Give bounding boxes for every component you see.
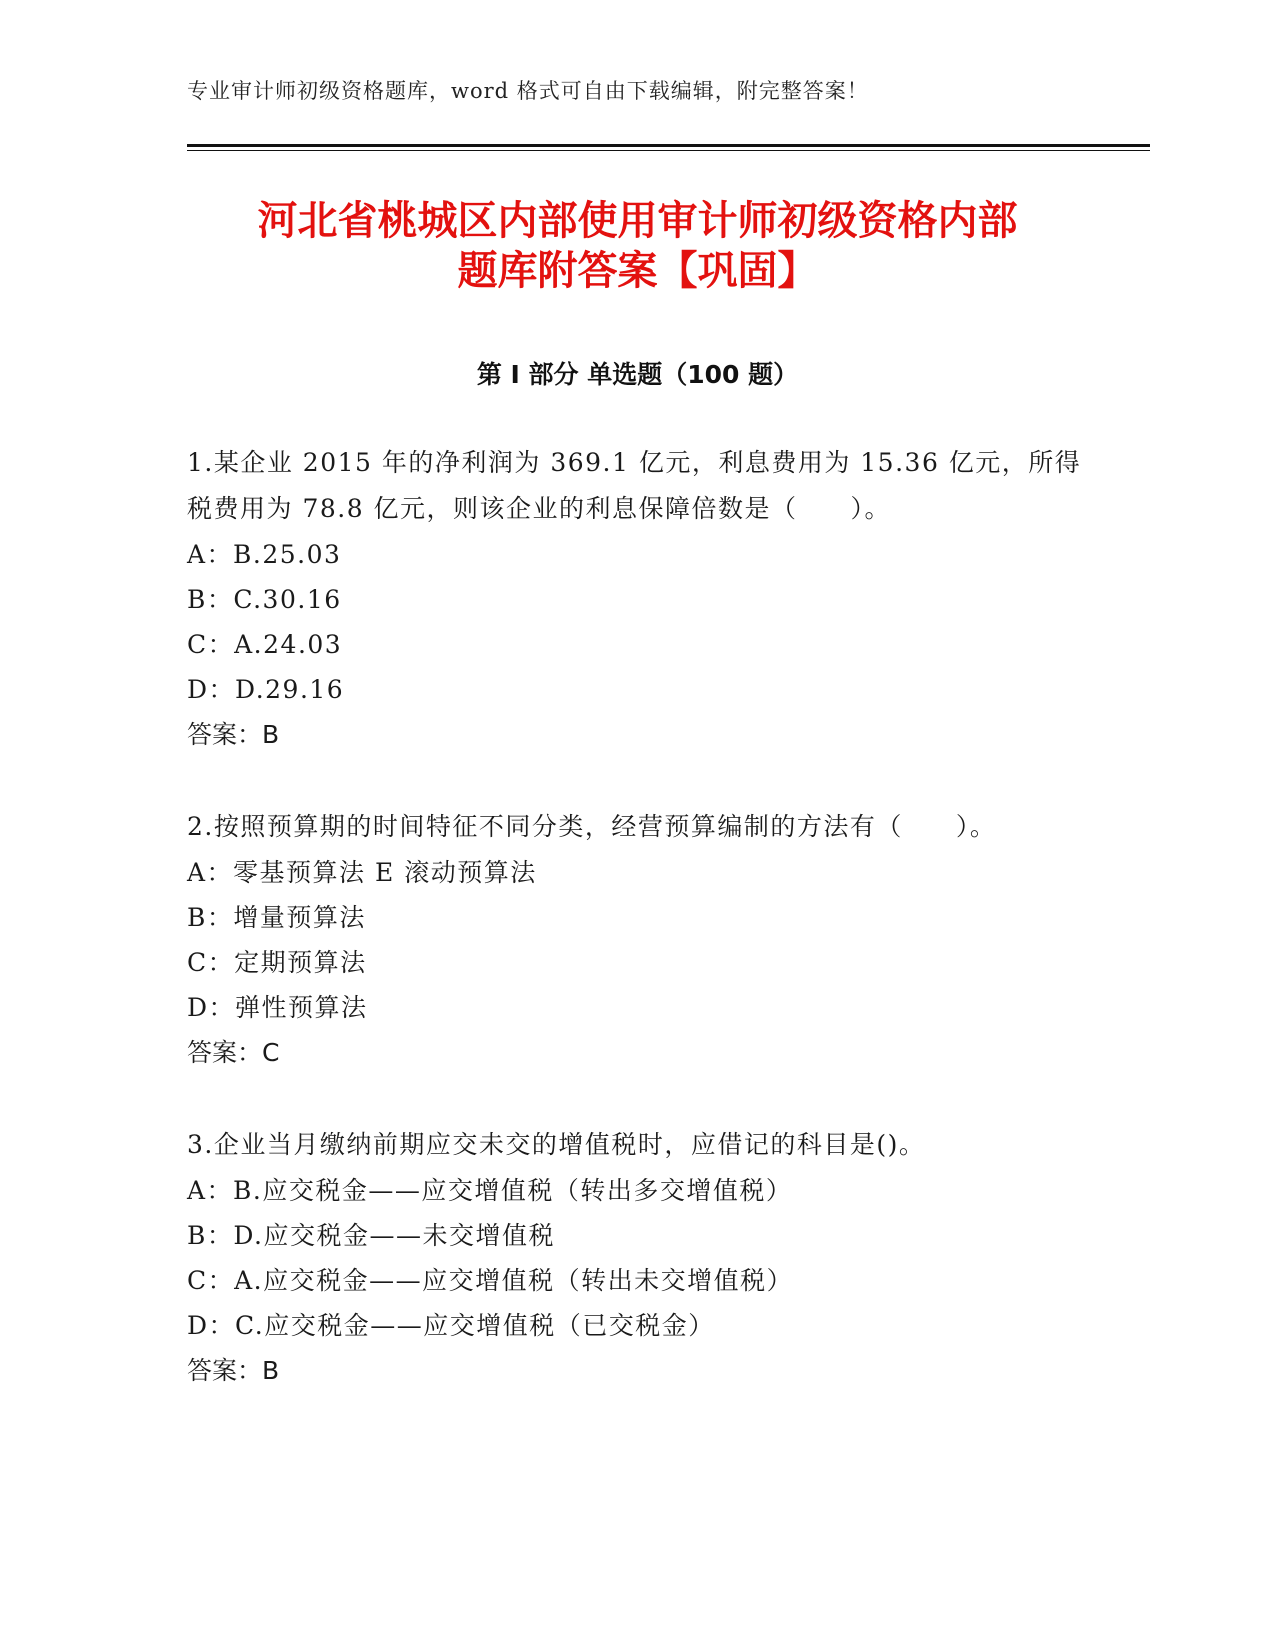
question-3 bbox=[187, 1122, 1087, 1394]
document-title-line-1: 河北省桃城区内部使用审计师初级资格内部 bbox=[257, 198, 1018, 244]
answer-line: 答案：B bbox=[187, 1356, 280, 1385]
option-c: C：定期预算法 bbox=[187, 948, 367, 977]
header-divider-thin bbox=[187, 150, 1150, 151]
option-a: A：零基预算法 E 滚动预算法 bbox=[187, 858, 537, 887]
option-a: A：B.应交税金——应交增值税（转出多交增值税） bbox=[187, 1176, 793, 1205]
header-note: 专业审计师初级资格题库，word 格式可自由下载编辑，附完整答案！ bbox=[187, 79, 869, 103]
answer-line: 答案：B bbox=[187, 720, 280, 749]
option-d: D：弹性预算法 bbox=[187, 993, 368, 1022]
header-divider-thick bbox=[187, 144, 1150, 147]
question-1 bbox=[187, 440, 1087, 758]
section-heading: 第 I 部分 单选题（100 题） bbox=[476, 360, 799, 389]
question-list bbox=[187, 440, 1087, 1440]
question-stem: 2.按照预算期的时间特征不同分类，经营预算编制的方法有（ ）。 bbox=[187, 812, 997, 841]
option-c: C：A.应交税金——应交增值税（转出未交增值税） bbox=[187, 1266, 794, 1295]
option-d: D：D.29.16 bbox=[187, 675, 345, 704]
option-a: A：B.25.03 bbox=[187, 540, 342, 569]
option-c: C：A.24.03 bbox=[187, 630, 343, 659]
option-d: D：C.应交税金——应交增值税（已交税金） bbox=[187, 1311, 715, 1340]
answer-line: 答案：C bbox=[187, 1038, 280, 1067]
question-stem: 1.某企业 2015 年的净利润为 369.1 亿元，利息费用为 15.36 亿元，所得税费用为 78.8 亿元，则该企业的利息保障倍数是（ ）。 bbox=[187, 448, 1082, 523]
document-title-line-2: 题库附答案【巩固】 bbox=[457, 248, 818, 294]
question-stem: 3.企业当月缴纳前期应交未交的增值税时，应借记的科目是()。 bbox=[187, 1130, 926, 1159]
document-title bbox=[150, 196, 1125, 296]
option-b: B：增量预算法 bbox=[187, 903, 366, 932]
option-b: B：C.30.16 bbox=[187, 585, 342, 614]
option-b: B：D.应交税金——未交增值税 bbox=[187, 1221, 555, 1250]
question-2 bbox=[187, 804, 1087, 1076]
